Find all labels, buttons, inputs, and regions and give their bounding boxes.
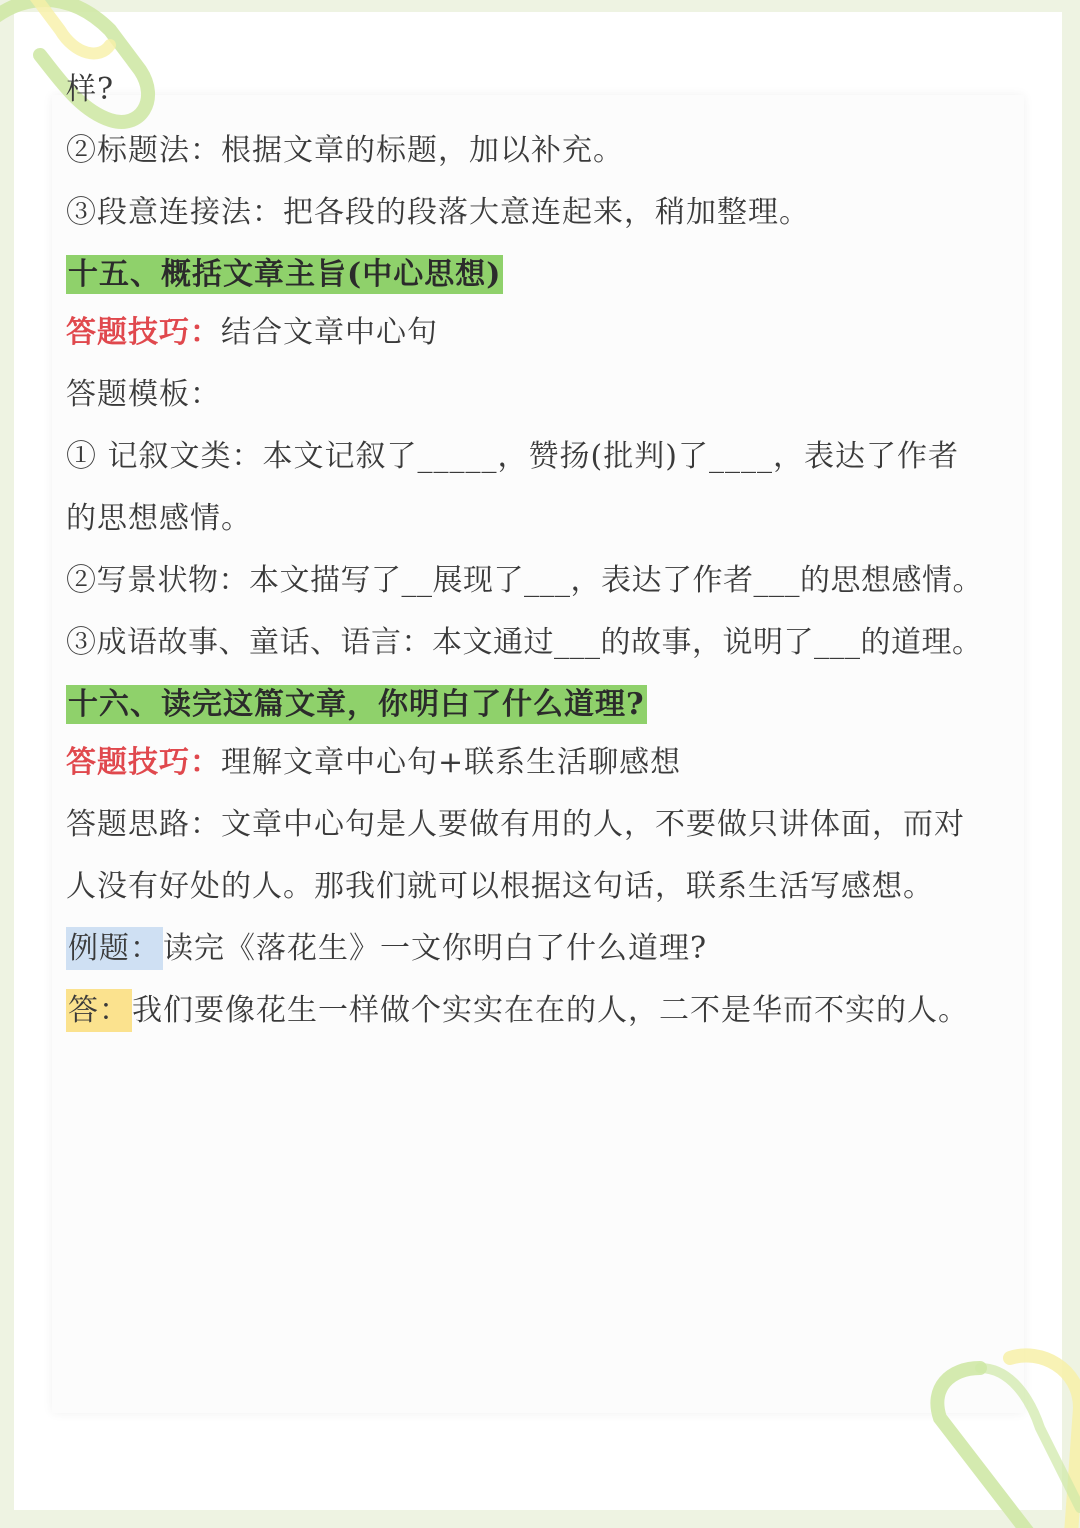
text-line: ②标题法：根据文章的标题，加以补充。 xyxy=(66,133,624,168)
template-label: 答题模板： xyxy=(66,377,221,412)
example-line xyxy=(66,929,707,969)
text-line: ③段意连接法：把各段的段落大意连起来，稍加整理。 xyxy=(66,195,810,230)
tip-label: 答题技巧： xyxy=(66,315,221,350)
answer-text: 我们要像花生一样做个实实在在的人，二不是华而不实的人。 xyxy=(132,993,969,1028)
text-line: 答题思路：文章中心句是人要做有用的人，不要做只讲体面，而对 xyxy=(66,807,965,842)
text-line: 样? xyxy=(66,72,115,107)
paperclip-icon xyxy=(920,1348,1080,1528)
section-heading-15 xyxy=(66,255,503,295)
tip-text: 结合文章中心句 xyxy=(221,315,438,350)
tip-line-15 xyxy=(66,313,438,353)
example-text: 读完《落花生》一文你明白了什么道理? xyxy=(163,931,708,966)
tip-label: 答题技巧： xyxy=(66,745,221,780)
example-label: 例题： xyxy=(66,927,163,970)
text-line: ②写景状物：本文描写了__展现了___，表达了作者___的思想感情。 xyxy=(66,563,983,598)
text-line: 人没有好处的人。那我们就可以根据这句话，联系生活写感想。 xyxy=(66,869,934,904)
text-line: ① 记叙文类：本文记叙了_____，赞扬(批判)了____，表达了作者 xyxy=(66,439,959,474)
text-line: ③成语故事、童话、语言：本文通过___的故事，说明了___的道理。 xyxy=(66,625,983,660)
tip-line-16 xyxy=(66,743,681,783)
heading-highlight: 十五、概括文章主旨(中心思想) xyxy=(68,257,502,292)
heading-highlight: 十六、读完这篇文章，你明白了什么道理? xyxy=(68,687,645,722)
section-heading-16 xyxy=(66,685,647,725)
answer-line xyxy=(66,991,969,1031)
tip-text: 理解文章中心句+联系生活聊感想 xyxy=(221,745,682,780)
answer-label: 答： xyxy=(66,989,132,1032)
text-line: 的思想感情。 xyxy=(66,501,252,536)
